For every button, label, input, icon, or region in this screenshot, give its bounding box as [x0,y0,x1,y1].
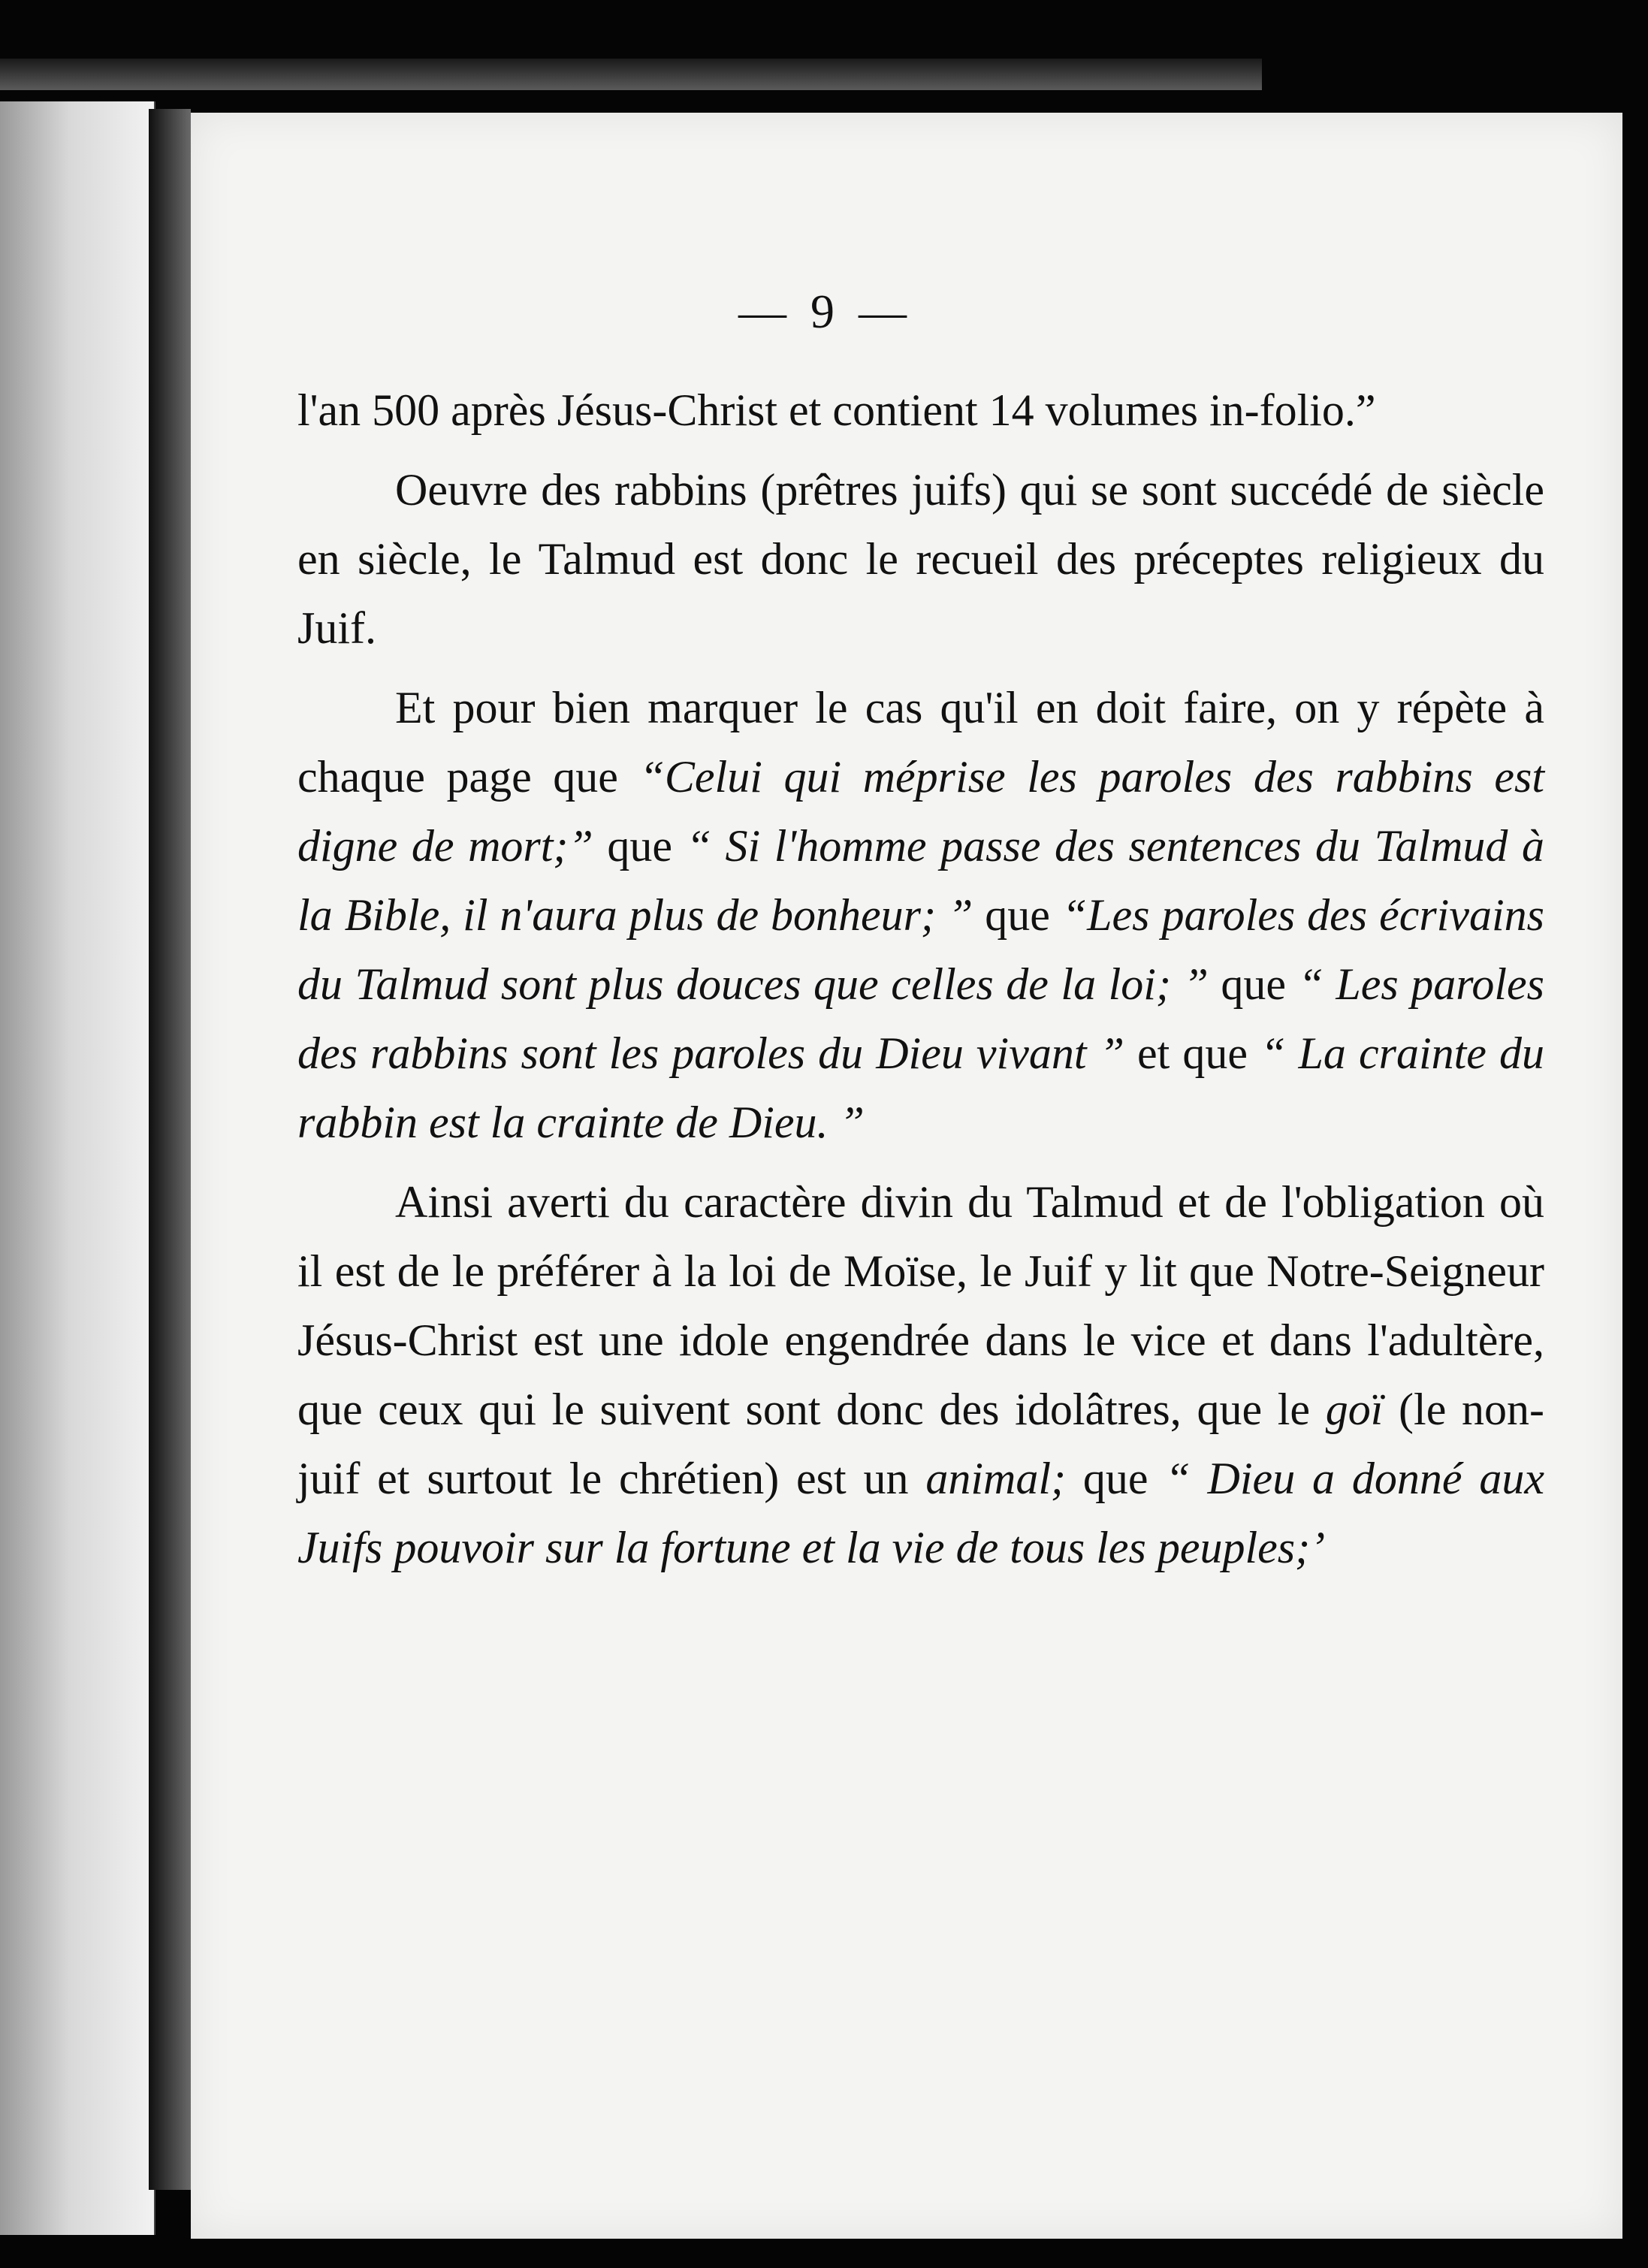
body-text [297,376,1544,1593]
italic-quote-text: “ Si l'homme passe des sentences du Talmud à la Bible, il n'aura plus de bonheur; ” [297,821,1545,940]
paragraph [297,1167,1544,1582]
text-run: et que [1124,1028,1261,1078]
text-run: Et pour bien marquer le cas qu'il en doit faire, on y répète à chaque page que [297,683,1544,802]
text-run: (le non-juif et surtout le chrétien) est un [297,1385,1544,1503]
italic-quote-text: “ Dieu a donné aux Juifs pouvoir sur la fortune et la vie de tous les peuples;’ [297,1454,1544,1572]
text-run: Ainsi averti du caractère divin du Talmud et de l'obligation où il est de le préférer à la loi de Moïse, le Juif y lit que Notre-Seigneur Jésus-Christ est une idole engendrée dans le vice et dans l'adultère, que ceux qui le suivent sont donc des idolâtres, que le [297,1177,1544,1434]
book-edge-top [0,59,1262,90]
text-run: que [1066,1454,1166,1503]
book-page [191,113,1622,2239]
book-binding-shadow [149,109,191,2190]
facing-page-edge [0,101,155,2235]
paragraph [297,376,1544,445]
italic-quote-text: “Les paroles des écrivains du Talmud sont plus douces que celles de la loi; ” [297,890,1545,1009]
page-number: — 9 — [738,285,913,338]
paragraph [297,455,1544,663]
italic-quote-text: “ La crainte du rabbin est la crainte de Dieu. ” [297,1028,1544,1147]
italic-quote-text: goï [1325,1385,1384,1434]
italic-quote-text: animal; [925,1454,1067,1503]
text-run: que [1208,959,1299,1009]
italic-quote-text: “ Les paroles des rabbins sont les paroles du Dieu vivant ” [297,959,1544,1078]
text-run: l'an 500 après Jésus-Christ et contient 14 volumes in-folio.” [297,385,1376,435]
text-run: que [973,890,1062,940]
italic-quote-text: “Celui qui méprise les paroles des rabbins est digne de mort;” [297,752,1544,871]
text-run: Oeuvre des rabbins (prêtres juifs) qui se sont succédé de siècle en siècle, le Talmud est donc le recueil des préceptes religieux du Juif. [297,465,1544,653]
text-run: que [593,821,687,871]
paragraph [297,673,1544,1157]
